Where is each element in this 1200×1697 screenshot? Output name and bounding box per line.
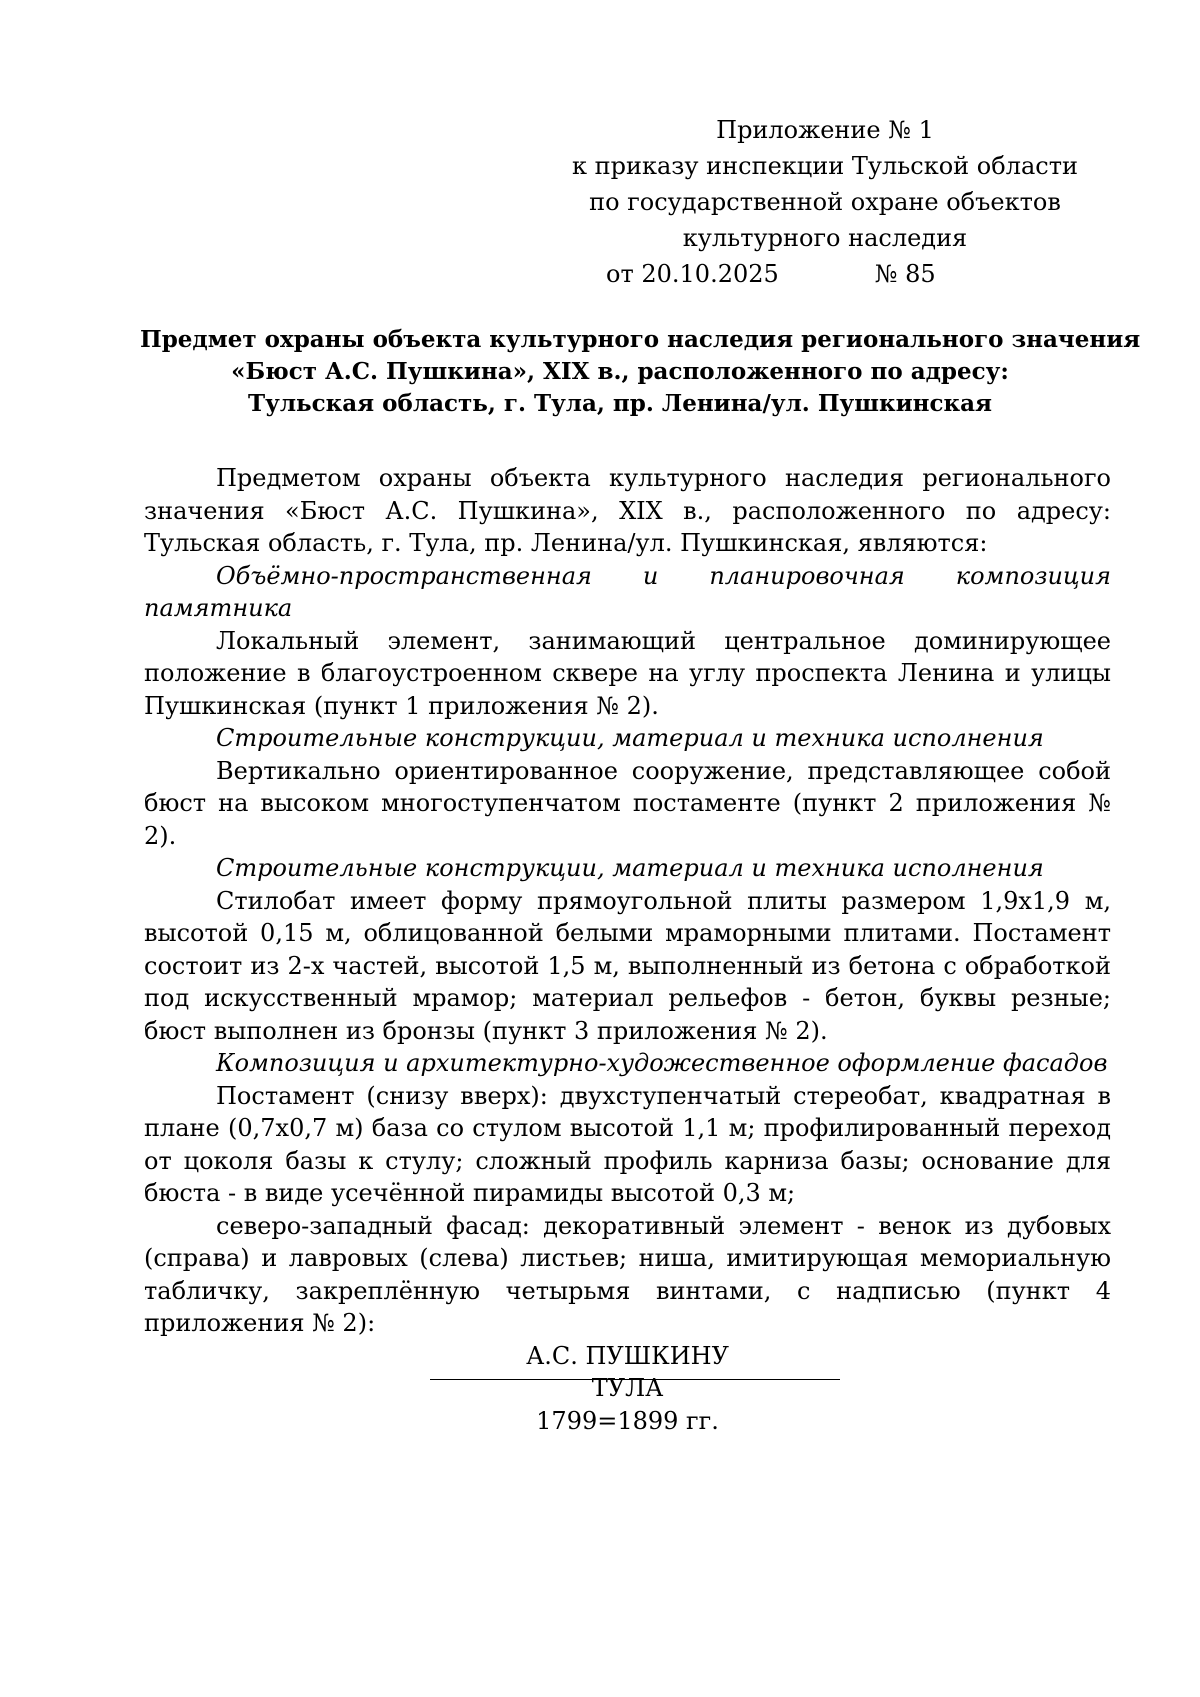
composition-paragraph: Локальный элемент, занимающий центральное доминирующее положение в благоустроенном сквере на углу проспекта Ленина и улицы Пушкинская (пункт 1 приложения № 2).: [144, 626, 1111, 720]
title-line-3: Тульская область, г. Тула, пр. Ленина/ул. Пушкинская: [247, 390, 992, 417]
construction-paragraph: Вертикально ориентированное сооружение, представляющее собой бюст на высоком многоступенчатом постаменте (пункт 2 приложения № 2).: [144, 756, 1111, 850]
appendix-heritage-line: культурного наследия: [682, 224, 968, 252]
section-heading-construction: Строительные конструкции, материал и техника исполнения: [216, 724, 1044, 752]
title-line-2: «Бюст А.С. Пушкина», XIX в., расположенного по адресу:: [231, 358, 1009, 385]
section-heading-construction-2: Строительные конструкции, материал и техника исполнения: [216, 854, 1044, 882]
appendix-authority-line: по государственной охране объектов: [589, 188, 1061, 216]
document-body: [144, 462, 1111, 1437]
document-title: [140, 324, 1141, 420]
appendix-block: [560, 112, 1090, 292]
order-number: № 85: [874, 260, 936, 288]
title-line-1: Предмет охраны объекта культурного наследия регионального значения: [140, 326, 1141, 353]
inscription-line-3: 1799=1899 гг.: [536, 1406, 719, 1435]
materials-paragraph: Стилобат имеет форму прямоугольной плиты размером 1,9х1,9 м, высотой 0,15 м, облицованной белыми мраморными плитами. Постамент состоит из 2-х частей, высотой 1,5 м, выполненный из бетона с обработкой под искусственный мрамор; материал рельефов - бетон, буквы резные; бюст выполнен из бронзы (пункт 3 приложения № 2).: [144, 886, 1111, 1045]
inscription-line-1: А.С. ПУШКИНУ: [526, 1341, 729, 1370]
facade-paragraph: северо-западный фасад: декоративный элемент - венок из дубовых (справа) и лавровых (слева) листьев; ниша, имитирующая мемориальную табличку, закреплённую четырьмя винтами, с надписью (пункт 4 приложения № 2):: [144, 1211, 1111, 1337]
appendix-date-number: [560, 256, 1090, 292]
pedestal-paragraph: Постамент (снизу вверх): двухступенчатый стереобат, квадратная в плане (0,7х0,7 м) база со стулом высотой 1,1 м; профилированный переход от цоколя базы к стулу; сложный профиль карниза базы; основание для бюста - в виде усечённой пирамиды высотой 0,3 м;: [144, 1081, 1111, 1207]
closing-divider: [430, 1379, 840, 1380]
inscription-line-2: ТУЛА: [591, 1374, 664, 1402]
appendix-title: Приложение № 1: [716, 116, 934, 144]
order-date: от 20.10.2025: [606, 260, 779, 288]
intro-paragraph: Предметом охраны объекта культурного наследия регионального значения «Бюст А.С. Пушкина», XIX в., расположенного по адресу: Тульская область, г. Тула, пр. Ленина/ул. Пушкинская, являются:: [144, 464, 1111, 557]
appendix-order-line: к приказу инспекции Тульской области: [572, 152, 1078, 180]
section-heading-composition: Объёмно-пространственная и планировочная композиция памятника: [144, 561, 1111, 622]
inscription-block: [144, 1340, 1111, 1438]
section-heading-facades: Композиция и архитектурно-художественное оформление фасадов: [216, 1049, 1108, 1077]
